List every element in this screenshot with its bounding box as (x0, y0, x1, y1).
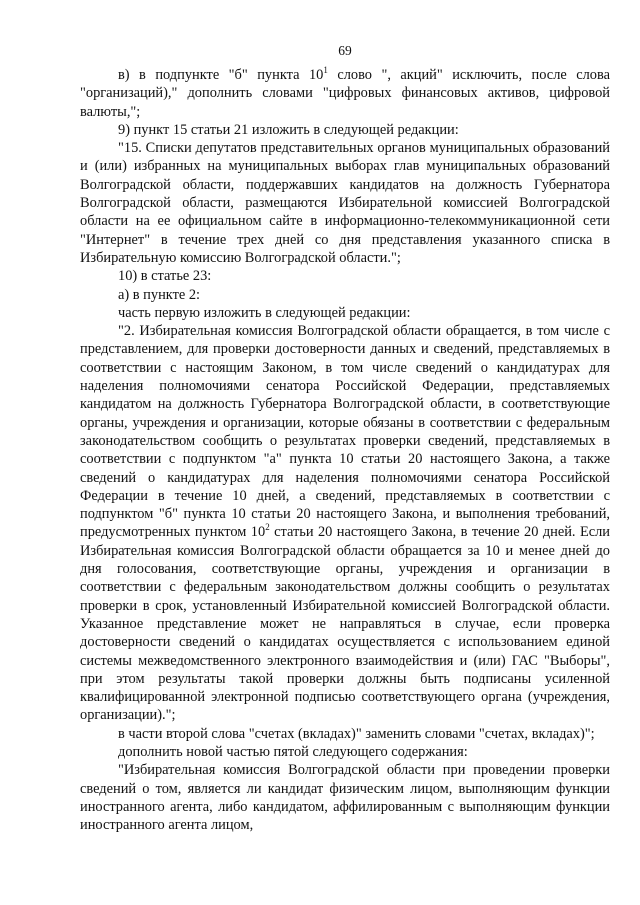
page-number: 69 (338, 43, 352, 58)
paragraph-part-two-amendment: в части второй слова "счетах (вкладах)" заменить словами "счетах, вкладах)"; (118, 725, 595, 742)
paragraph-item-10: 10) в статье 23: (118, 268, 212, 285)
document-body (80, 66, 610, 834)
paragraph-part-one-intro: часть первую изложить в следующей редакции: (118, 304, 411, 321)
paragraph-subitem-a: а) в пункте 2: (118, 286, 201, 303)
paragraph-item-9: 9) пункт 15 статьи 21 изложить в следующей редакции: (118, 121, 459, 138)
paragraph-point-2-text: "2. Избирательная комиссия Волгоградской области обращается, в том числе с представлением, для проверки достоверности данных и сведений, представляемых в соответствии с настоящим Законом, в том числе сведений о кандидатурах для наделения полномочиями сенатора Российской Федерации, представляемых кандидатом на должность Губернатора Волгоградской области, в соответствующие органы, учреждения и организации, которые обязаны в соответствии с федеральным законодательством сообщить о результатах проверки сведений, представляемых в соответствии с подпунктом "а" пункта 10 статьи 20 настоящего Закона, а также сведений о кандидатурах для наделения полномочиями сенатора Российской Федерации в течение 10 дней, а сведений, представляемых в соответствии с подпунктом "б" пункта 10 статьи 20 настоящего Закона, и выполнения требований, предусмотренных пунктом $10^2$ статьи 20 настоящего Закона, в течение 20 дней. Если Избирательная комиссия Волгоградской области обращается за 10 и менее дней до дня голосования, соответствующие органы, учреждения и организации в соответствии с федеральным законодательством должны сообщить о результатах проверки в срок, установленный Избирательной комиссией Волгоградской области. Указанное представление может не направляться в случае, если проверка достоверности сведений о кандидатах осуществляется с использованием единой системы межведомственного электронного взаимодействия и (или) ГАС "Выборы", при этом результаты такой проверки должны быть подписаны усиленной квалифицированной электронной подписью соответствующего органа (учреждения, организации)."; (80, 323, 611, 724)
paragraph-point-15: "15. Списки депутатов представительных органов муниципальных образований и (или) избранных на муниципальных выборах глав муниципальных образований Волгоградской области, поддержавших кандидатов на должность Губернатора Волгоградской области, размещаются Избирательной комиссией Волгоградской области на ее официальном сайте в информационно-телекоммуникационной сети "Интернет" в течение трех дней со дня представления указанного списка в Избирательную комиссию Волгоградской области."; (80, 140, 610, 266)
paragraph-part-five-intro: дополнить новой частью пятой следующего содержания: (118, 743, 468, 760)
paragraph-part-five-text: "Избирательная комиссия Волгоградской области при проведении проверки сведений о том, является ли кандидат физическим лицом, выполняющим функции иностранного агента, либо кандидатом, аффилированным с выполняющим функции иностранного агента лицом, (80, 762, 610, 834)
paragraph-subitem-v: в) в подпункте "б" пункта $10^1$ слово ", акций" исключить, после слова "организаций)," дополнить словами "цифровых финансовых активов, цифровой валюты,"; (80, 65, 610, 120)
